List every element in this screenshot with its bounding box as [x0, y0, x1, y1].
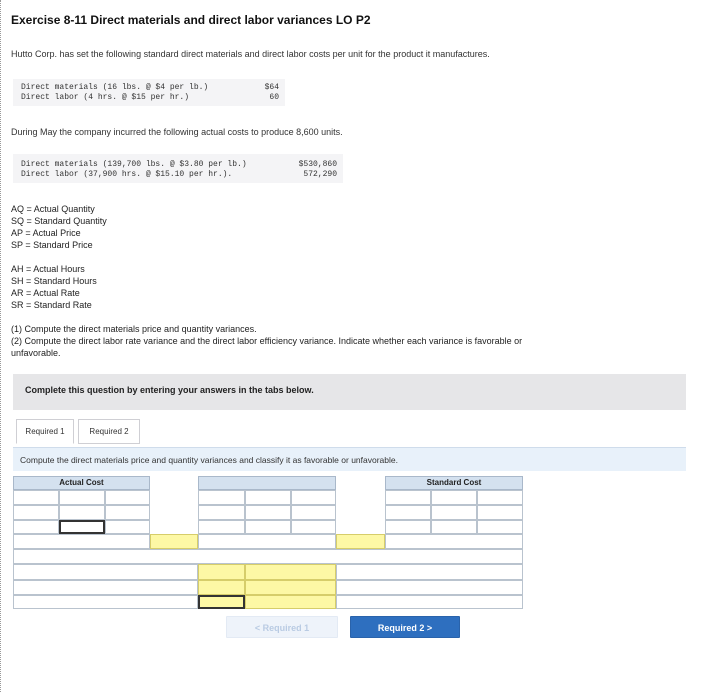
actual-cost-amount: 572,290: [303, 170, 337, 179]
total-variance-row-cell: [336, 580, 523, 595]
middle-total-input[interactable]: [198, 520, 245, 534]
actual-cost-input[interactable]: [59, 505, 105, 520]
previous-required-button[interactable]: < Required 1: [226, 616, 338, 638]
actual-costs-box: [13, 154, 343, 183]
question-instruction: [13, 447, 686, 471]
standard-cost-label: Direct materials (16 lbs. @ $4 per lb.): [21, 83, 209, 92]
standard-cost-amount: 60: [269, 93, 279, 102]
middle-input[interactable]: [245, 490, 291, 505]
abbreviation-ah: AH = Actual Hours: [11, 264, 85, 274]
actual-intro-text: During May the company incurred the following actual costs to produce 8,600 units.: [11, 127, 343, 137]
banner-text: Complete this question by entering your answers in the tabs below.: [25, 385, 314, 395]
middle-input[interactable]: [245, 505, 291, 520]
price-variance-amount-input[interactable]: [150, 534, 198, 549]
tab-required-2[interactable]: Required 2: [78, 419, 140, 444]
middle-header: [198, 476, 336, 490]
total-variance-row-cell: [13, 595, 198, 609]
middle-input[interactable]: [198, 490, 245, 505]
total-variance-amount-input[interactable]: [198, 580, 245, 595]
actual-cost-header: Actual Cost: [13, 476, 150, 490]
tab-required-1[interactable]: Required 1: [16, 419, 74, 444]
standard-cost-input[interactable]: [431, 505, 477, 520]
total-variance-amount-input[interactable]: [198, 564, 245, 580]
total-variance-amount-input[interactable]: [198, 595, 245, 609]
total-variance-classification-input[interactable]: [245, 595, 336, 609]
standard-cost-amount: $64: [264, 83, 279, 92]
actual-cost-input[interactable]: [13, 490, 59, 505]
abbreviation-sh: SH = Standard Hours: [11, 276, 97, 286]
middle-input[interactable]: [198, 505, 245, 520]
abbreviation-sp: SP = Standard Price: [11, 240, 93, 250]
requirement-2-continued: unfavorable.: [11, 348, 61, 358]
actual-cost-amount: $530,860: [298, 160, 337, 169]
actual-cost-total-input[interactable]: [59, 520, 105, 534]
standard-cost-input[interactable]: [477, 505, 523, 520]
actual-cost-input[interactable]: [13, 505, 59, 520]
variance-row-cell: [13, 534, 150, 549]
requirement-1: (1) Compute the direct materials price and quantity variances.: [11, 324, 257, 334]
standard-cost-input[interactable]: [477, 490, 523, 505]
abbreviation-ap: AP = Actual Price: [11, 228, 81, 238]
exercise-title: Exercise 8-11 Direct materials and direct labor variances LO P2: [11, 13, 371, 27]
instruction-text: Compute the direct materials price and quantity variances and classify it as favorable or unfavorable.: [20, 455, 398, 465]
actual-cost-total-input[interactable]: [13, 520, 59, 534]
actual-cost-label: Direct materials (139,700 lbs. @ $3.80 per lb.): [21, 160, 247, 169]
actual-cost-input[interactable]: [105, 490, 150, 505]
abbreviation-aq: AQ = Actual Quantity: [11, 204, 95, 214]
actual-cost-total-input[interactable]: [105, 520, 150, 534]
abbreviation-ar: AR = Actual Rate: [11, 288, 80, 298]
standard-costs-box: [13, 79, 285, 106]
intro-text: Hutto Corp. has set the following standard direct materials and direct labor costs per unit for the product it manufactures.: [11, 49, 490, 59]
quantity-variance-amount-input[interactable]: [336, 534, 385, 549]
standard-cost-total-input[interactable]: [477, 520, 523, 534]
total-variance-row-cell: [13, 564, 198, 580]
actual-cost-input[interactable]: [59, 490, 105, 505]
variance-row-cell: [198, 534, 336, 549]
requirement-2: (2) Compute the direct labor rate variance and the direct labor efficiency variance. Indicate whether each variance is favorable or: [11, 336, 523, 346]
standard-cost-total-input[interactable]: [385, 520, 431, 534]
standard-cost-input[interactable]: [385, 490, 431, 505]
middle-total-input[interactable]: [291, 520, 336, 534]
total-variance-row-cell: [336, 595, 523, 609]
middle-total-input[interactable]: [245, 520, 291, 534]
total-variance-row-cell: [13, 580, 198, 595]
standard-cost-input[interactable]: [385, 505, 431, 520]
standard-cost-total-input[interactable]: [431, 520, 477, 534]
total-variance-classification-input[interactable]: [245, 564, 336, 580]
total-variance-row-cell: [336, 564, 523, 580]
standard-cost-input[interactable]: [431, 490, 477, 505]
actual-cost-input[interactable]: [105, 505, 150, 520]
standard-cost-header: Standard Cost: [385, 476, 523, 490]
total-variance-classification-input[interactable]: [245, 580, 336, 595]
variance-row-cell: [385, 534, 523, 549]
standard-cost-label: Direct labor (4 hrs. @ $15 per hr.): [21, 93, 190, 102]
next-required-button[interactable]: Required 2 >: [350, 616, 460, 638]
middle-input[interactable]: [291, 505, 336, 520]
abbreviation-sq: SQ = Standard Quantity: [11, 216, 107, 226]
abbreviation-sr: SR = Standard Rate: [11, 300, 92, 310]
middle-input[interactable]: [291, 490, 336, 505]
instructions-banner: [13, 374, 686, 410]
variance-row-cell: [13, 549, 523, 564]
actual-cost-label: Direct labor (37,900 hrs. @ $15.10 per hr.).: [21, 170, 233, 179]
